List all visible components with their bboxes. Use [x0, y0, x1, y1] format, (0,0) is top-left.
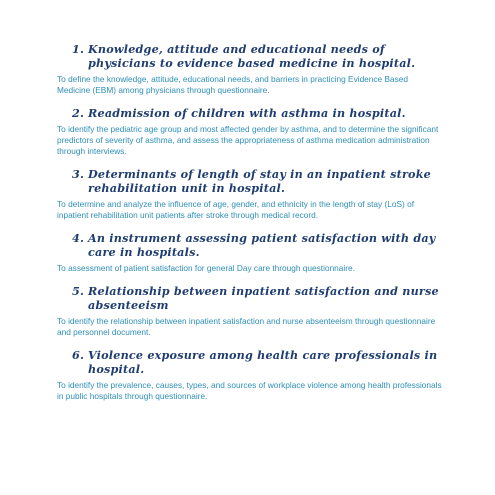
item-heading	[72, 42, 442, 70]
item-heading	[72, 167, 442, 195]
item-description: To identify the prevalence, causes, types, and sources of workplace violence among health professionals in public hospitals through questionnaire.	[57, 380, 442, 401]
list-item	[57, 106, 442, 157]
item-heading	[72, 284, 442, 312]
item-heading	[72, 106, 442, 120]
item-heading	[72, 348, 442, 376]
item-title: Violence exposure among health care professionals in hospital.	[88, 348, 438, 376]
document-page	[57, 42, 442, 412]
item-title: Relationship between inpatient satisfaction and nurse absenteeism	[88, 284, 439, 312]
item-title: Determinants of length of stay in an inpatient stroke rehabilitation unit in hospital.	[88, 167, 431, 195]
list-item	[57, 231, 442, 274]
item-description: To define the knowledge, attitude, educational needs, and barriers in practicing Evidence Based Medicine (EBM) among physicians through questionnaire.	[57, 74, 409, 95]
item-number: 5.	[72, 284, 85, 298]
item-description: To identify the pediatric age group and most affected gender by asthma, and to determine the significant predictors of severity of asthma, and assess the appropriateness of asthma medication administration through interviews.	[57, 124, 439, 156]
list-item	[57, 284, 442, 338]
item-title: An instrument assessing patient satisfaction with day care in hospitals.	[88, 231, 436, 259]
item-number: 1.	[72, 42, 85, 56]
list-item	[57, 348, 442, 402]
item-number: 3.	[72, 167, 85, 181]
item-title: Readmission of children with asthma in hospital.	[88, 106, 406, 120]
item-description: To identify the relationship between inpatient satisfaction and nurse absenteeism through questionnaire and personnel document.	[57, 316, 436, 337]
list-item	[57, 167, 442, 221]
item-heading	[72, 231, 442, 259]
item-number: 2.	[72, 106, 85, 120]
item-description: To assessment of patient satisfaction for general Day care through questionnaire.	[57, 263, 355, 273]
list-item	[57, 42, 442, 96]
item-title: Knowledge, attitude and educational needs of physicians to evidence based medicine in hospital.	[88, 42, 416, 70]
item-number: 4.	[72, 231, 85, 245]
item-number: 6.	[72, 348, 85, 362]
item-description: To determine and analyze the influence of age, gender, and ethnicity in the length of stay (LoS) of inpatient rehabilitation unit patients after stroke through medical record.	[57, 199, 415, 220]
